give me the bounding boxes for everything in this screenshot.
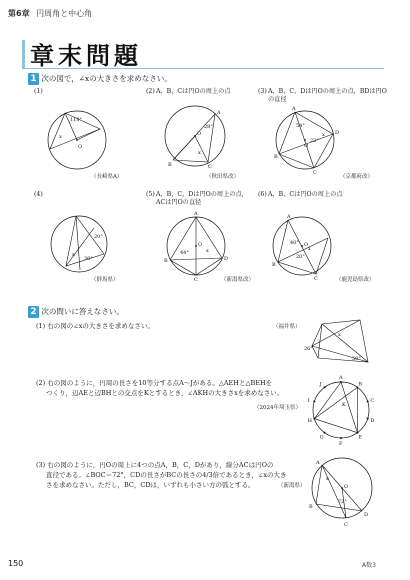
svg-text:B: B	[272, 262, 276, 268]
svg-text:A: A	[194, 211, 198, 217]
decagon-point-d	[367, 418, 369, 420]
problem-3-text: A，B，C，Dは円Oの周上の点，BDは円Oの直径	[268, 88, 387, 103]
title-bar-accent	[22, 40, 25, 68]
svg-text:A: A	[287, 214, 291, 220]
svg-text:O: O	[304, 143, 309, 149]
figure-2	[160, 104, 240, 174]
svg-text:O: O	[344, 484, 349, 490]
problem-4-source: （群馬県）	[91, 277, 119, 283]
section2-heading	[28, 306, 124, 318]
chapter-title: 円周角と中心角	[36, 9, 93, 18]
problem-2-label: (2)	[146, 88, 155, 95]
problem-1-source: （長崎県A）	[91, 174, 123, 180]
decagon-label-g: G	[319, 434, 324, 441]
q2-1-body: 右の図の∠xの大きさを求めなさい。	[47, 322, 154, 330]
q2-1-source: （福井県）	[273, 324, 301, 330]
section1-number: 1	[28, 73, 39, 85]
q2-2-text	[36, 378, 298, 398]
problem-5-source: （新潟県改）	[221, 277, 255, 283]
footer-right: A数3	[362, 562, 376, 569]
problem-5-label: (5)	[146, 191, 155, 198]
page-title: 章末問題	[30, 42, 142, 70]
svg-text:O: O	[78, 144, 83, 150]
problem-6-source: （鹿児島県改）	[336, 277, 375, 283]
problem-1-label: (1)	[34, 88, 43, 95]
svg-text:x: x	[338, 332, 341, 338]
q2-2-source: （2024年埼玉県）	[254, 405, 301, 411]
svg-text:x: x	[198, 150, 201, 156]
svg-text:B: B	[274, 154, 278, 160]
decagon-label-i: I	[307, 397, 310, 404]
q2-3-line3: さを求めなさい。ただし，BC，CDは，いずれも小さい方の弧とする。	[46, 481, 255, 489]
fig2-angle: 28°	[204, 124, 213, 130]
q2-1-label: (1)	[36, 322, 46, 330]
fig6-angle: 40°	[290, 240, 299, 246]
problem-6-label: (6)	[258, 191, 267, 198]
q2-1-text	[36, 321, 154, 331]
problem-2-text: A，B，Cは円Oの周上の点	[156, 88, 231, 95]
svg-text:D: D	[364, 512, 369, 518]
figure-6	[270, 214, 350, 280]
svg-text:A: A	[217, 110, 221, 116]
decagon-points	[308, 375, 375, 447]
chapter-header	[8, 8, 92, 19]
q2-3-line1-wrap	[36, 460, 298, 470]
problem-4-label: (4)	[34, 191, 43, 198]
q2-3-line1: 右の図のように，円Oの周上に4つの点A，B，C，Dがあり，線分ACは円Oの	[47, 461, 274, 469]
figure-q2-3	[308, 456, 378, 536]
q2-3-label: (3)	[36, 461, 46, 469]
fig4-angle2: 30°	[84, 256, 93, 262]
fig5-angle: 44°	[180, 250, 189, 256]
decagon-point-c	[367, 400, 369, 402]
svg-text:x: x	[59, 134, 62, 140]
svg-text:C: C	[313, 170, 317, 176]
title-underline	[22, 68, 384, 69]
decagon-point-a	[340, 381, 342, 383]
decagon-point-f	[340, 437, 342, 439]
q2-3-text	[36, 460, 298, 490]
svg-text:B: B	[309, 504, 313, 510]
problem-2-source: （秋田県改）	[206, 174, 240, 180]
decagon-point-g	[324, 432, 326, 434]
figq21-angle: 26°	[304, 346, 313, 352]
q2-3-source: （新潟県）	[278, 483, 306, 489]
svg-text:O: O	[197, 131, 202, 137]
fig4-angle: 20°	[94, 234, 103, 240]
figure-q2-1	[304, 318, 378, 364]
section1-heading	[28, 73, 172, 85]
svg-text:B: B	[164, 258, 168, 264]
section2-instruction: 次の問いに答えなさい。	[41, 307, 124, 316]
svg-text:C: C	[194, 277, 198, 283]
svg-text:O: O	[304, 242, 309, 248]
decagon-point-i	[313, 400, 315, 402]
q2-2-line1-text: 右の図のように，円周の長さを10等分する点A～Jがある。△AEHと△BEHを	[47, 379, 273, 387]
figq23-angle: 72°	[338, 499, 347, 505]
svg-text:A: A	[292, 106, 296, 112]
svg-text:D: D	[335, 130, 340, 136]
decagon-label-a: A	[339, 375, 343, 381]
svg-text:D: D	[224, 256, 229, 262]
problem-6-text: A，B，Cは円Oの周上の点	[268, 191, 343, 198]
page-number: 150	[8, 559, 24, 568]
q2-2-line2: つくり，辺AEと辺BHとの交点をKとするとき，∠AKHの大きさxを求めなさい。	[46, 389, 284, 397]
svg-text:C: C	[208, 164, 212, 170]
q2-2-label: (2)	[36, 379, 46, 387]
svg-text:x: x	[206, 248, 209, 254]
svg-text:x: x	[322, 132, 325, 138]
decagon-label-d: D	[370, 418, 375, 425]
decagon-point-h	[313, 418, 315, 420]
problem-3-label: (3)	[258, 88, 267, 95]
point-k-label: K	[342, 402, 346, 408]
problem-3-source: （京都府改）	[340, 174, 374, 180]
svg-text:C: C	[344, 522, 348, 528]
svg-text:x: x	[72, 252, 75, 258]
decagon-label-e: E	[358, 434, 363, 441]
section2-number: 2	[28, 306, 39, 318]
fig3-angle2: 22°	[310, 138, 319, 144]
q2-2-line1	[36, 378, 298, 388]
decagon-point-e	[356, 432, 358, 434]
figure-q2-2	[306, 376, 376, 446]
chapter-number: 第6章	[8, 9, 30, 18]
svg-text:B: B	[168, 162, 172, 168]
problem-5-text: A，B，C，Dは円Oの周上の点，ACは円Oの直径	[156, 191, 248, 206]
figure-1	[42, 106, 122, 170]
figure-3	[270, 108, 350, 174]
svg-text:A: A	[316, 460, 320, 466]
decagon-label-c: C	[370, 397, 375, 404]
decagon-label-b: B	[358, 381, 363, 388]
q2-3-line2: 直径である。∠BOC＝72°，CDの長さがBCの長さの4/3倍であるとき，∠xの大き	[46, 471, 287, 479]
svg-text:x: x	[308, 246, 311, 252]
fig1-angle: 118°	[70, 117, 83, 123]
decagon-label-j: J	[319, 381, 322, 388]
section1-instruction: 次の図で，∠xの大きさを求めなさい。	[41, 74, 172, 83]
decagon-label-h: H	[307, 418, 312, 425]
svg-text:C: C	[314, 276, 318, 282]
fig3-angle: 54°	[296, 123, 305, 129]
svg-text:x: x	[326, 476, 329, 482]
decagon-point-j	[324, 386, 326, 388]
fig6-angle2: 20°	[296, 254, 305, 260]
decagon-label-f: F	[339, 441, 343, 447]
svg-text:O: O	[198, 242, 203, 248]
figq21-angle2: 50°	[352, 356, 361, 362]
figure-4	[44, 214, 124, 276]
